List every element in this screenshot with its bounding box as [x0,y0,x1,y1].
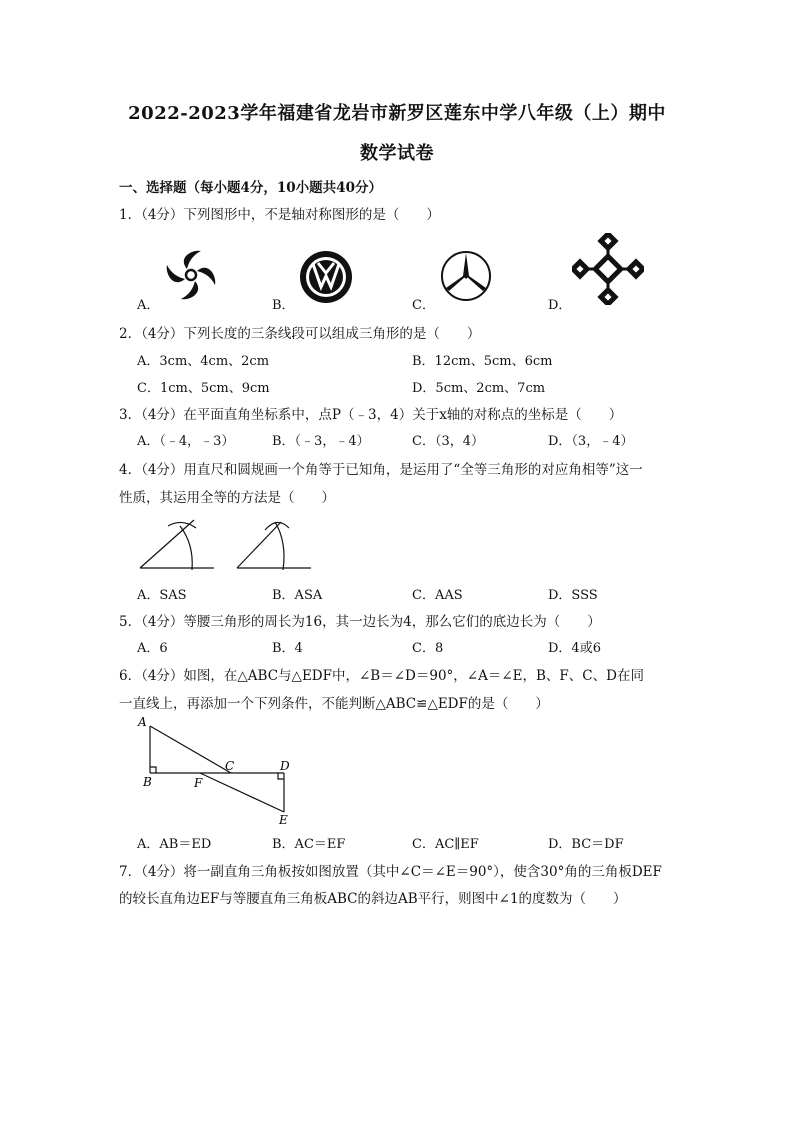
q2-option-c[interactable]: C．1cm、5cm、9cm [137,381,270,396]
q5-option-c[interactable]: C．8 [412,641,444,656]
exam-title-line1: 2022-2023学年福建省龙岩市新罗区莲东中学八年级（上）期中 [128,103,666,124]
diamond-knot-logo-figure [572,233,644,309]
label-e: E [279,813,288,827]
label-f: F [194,776,203,790]
q4-option-a[interactable]: A．SAS [137,588,187,603]
q1-option-d[interactable]: D． [548,298,572,313]
question-6-text-line1: 6．（4分）如图，在△ABC与△EDF中，∠B＝∠D＝90°，∠A＝∠E，B、F、C、D在同 [119,668,644,684]
question-7-text-line2: 的较长直角边EF与等腰直角三角板ABC的斜边AB平行，则图中∠1的度数为（ ） [119,891,627,907]
question-2-text: 2．（4分）下列长度的三条线段可以组成三角形的是（ ） [119,326,481,342]
q4-option-c[interactable]: C．AAS [412,588,463,603]
vw-logo-figure [298,249,354,309]
q2-option-d[interactable]: D．5cm、2cm、7cm [412,381,546,396]
angle-construction-figure-1 [138,514,218,576]
label-a: A [138,715,147,729]
q6-option-b[interactable]: B．AC＝EF [272,837,346,852]
question-4-text-line1: 4．（4分）用直尺和圆规画一个角等于已知角，是运用了“全等三角形的对应角相等”这一 [119,462,643,478]
q1-option-c[interactable]: C． [412,298,435,313]
q6-option-d[interactable]: D．BC＝DF [548,837,624,852]
mercedes-logo-figure [439,249,493,307]
label-d: D [280,759,290,773]
pinwheel-logo-figure [160,247,222,307]
exam-title-line2: 数学试卷 [360,143,434,164]
question-1-text: 1．（4分）下列图形中，不是轴对称图形的是（ ） [119,207,440,223]
q4-option-d[interactable]: D．SSS [548,588,598,603]
section-heading: 一、选择题（每小题4分，10小题共40分） [119,180,382,196]
question-7-text-line1: 7．（4分）将一副直角三角板按如图放置（其中∠C＝∠E＝90°），使含30°角的三角板DEF [119,864,662,880]
q1-option-b[interactable]: B． [272,298,295,313]
question-4-text-line2: 性质，其运用全等的方法是（ ） [119,490,335,506]
label-b: B [143,775,152,789]
q3-option-d[interactable]: D．（3，﹣4） [548,434,634,449]
q2-option-b[interactable]: B．12cm、5cm、6cm [412,354,553,369]
question-3-text: 3．（4分）在平面直角坐标系中，点P（﹣3，4）关于x轴的对称点的坐标是（ ） [119,407,623,423]
q6-option-a[interactable]: A．AB＝ED [137,837,212,852]
question-6-text-line2: 一直线上，再添加一个下列条件，不能判断△ABC≌△EDF的是（ ） [119,696,549,712]
q3-option-c[interactable]: C．（3，4） [412,434,484,449]
q6-option-c[interactable]: C．AC∥EF [412,837,479,852]
label-c: C [225,759,235,773]
q1-option-a[interactable]: A． [137,298,160,313]
angle-construction-figure-2 [235,514,315,576]
question-5-text: 5．（4分）等腰三角形的周长为16，其一边长为4，那么它们的底边长为（ ） [119,614,601,630]
q3-option-a[interactable]: A．（﹣4，﹣3） [137,434,235,449]
q5-option-a[interactable]: A．6 [137,641,168,656]
q3-option-b[interactable]: B．（﹣3，﹣4） [272,434,370,449]
q5-option-d[interactable]: D．4或6 [548,641,601,656]
triangles-figure [134,714,304,832]
q4-option-b[interactable]: B．ASA [272,588,323,603]
q5-option-b[interactable]: B．4 [272,641,303,656]
q2-option-a[interactable]: A．3cm、4cm、2cm [137,354,270,369]
